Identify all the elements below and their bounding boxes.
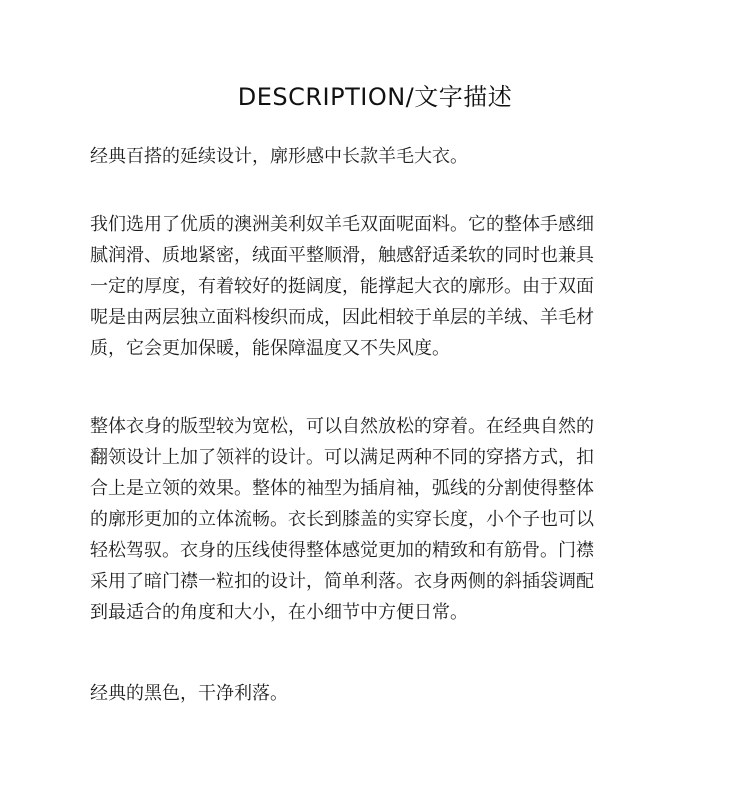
paragraph-intro [90,141,660,172]
paragraph-color [90,678,660,709]
paragraph-line: 采用了暗门襟一粒扣的设计，简单利落。衣身两侧的斜插袋调配 [90,571,594,592]
paragraph-line: 整体衣身的版型较为宽松，可以自然放松的穿着。在经典自然的 [90,416,594,437]
page-title: DESCRIPTION/文字描述 [237,83,513,112]
paragraph-line: 一定的厚度，有着较好的挺阔度，能撑起大衣的廓形。由于双面 [90,276,594,297]
paragraph-line: 轻松驾驭。衣身的压线使得整体感觉更加的精致和有筋骨。门襟 [90,540,594,561]
paragraph-line: 质，它会更加保暖，能保障温度又不失风度。 [90,338,450,359]
paragraph-line: 的廓形更加的立体流畅。衣长到膝盖的实穿长度，小个子也可以 [90,509,594,530]
paragraph-line: 合上是立领的效果。整体的袖型为插肩袖，弧线的分割使得整体 [90,478,594,499]
paragraph-line: 经典的黑色，干净利落。 [90,683,288,704]
paragraph-line: 呢是由两层独立面料梭织而成，因此相较于单层的羊绒、羊毛材 [90,307,594,328]
paragraph-line: 腻润滑、质地紧密，绒面平整顺滑，触感舒适柔软的同时也兼具 [90,245,594,266]
paragraph-fabric [90,209,660,364]
paragraph-design [90,411,660,628]
paragraph-line: 我们选用了优质的澳洲美利奴羊毛双面呢面料。它的整体手感细 [90,214,594,235]
paragraph-line: 翻领设计上加了领袢的设计。可以满足两种不同的穿搭方式，扣 [90,447,594,468]
paragraph-line: 到最适合的角度和大小，在小细节中方便日常。 [90,602,468,623]
paragraph-line: 经典百搭的延续设计，廓形感中长款羊毛大衣。 [90,146,468,167]
